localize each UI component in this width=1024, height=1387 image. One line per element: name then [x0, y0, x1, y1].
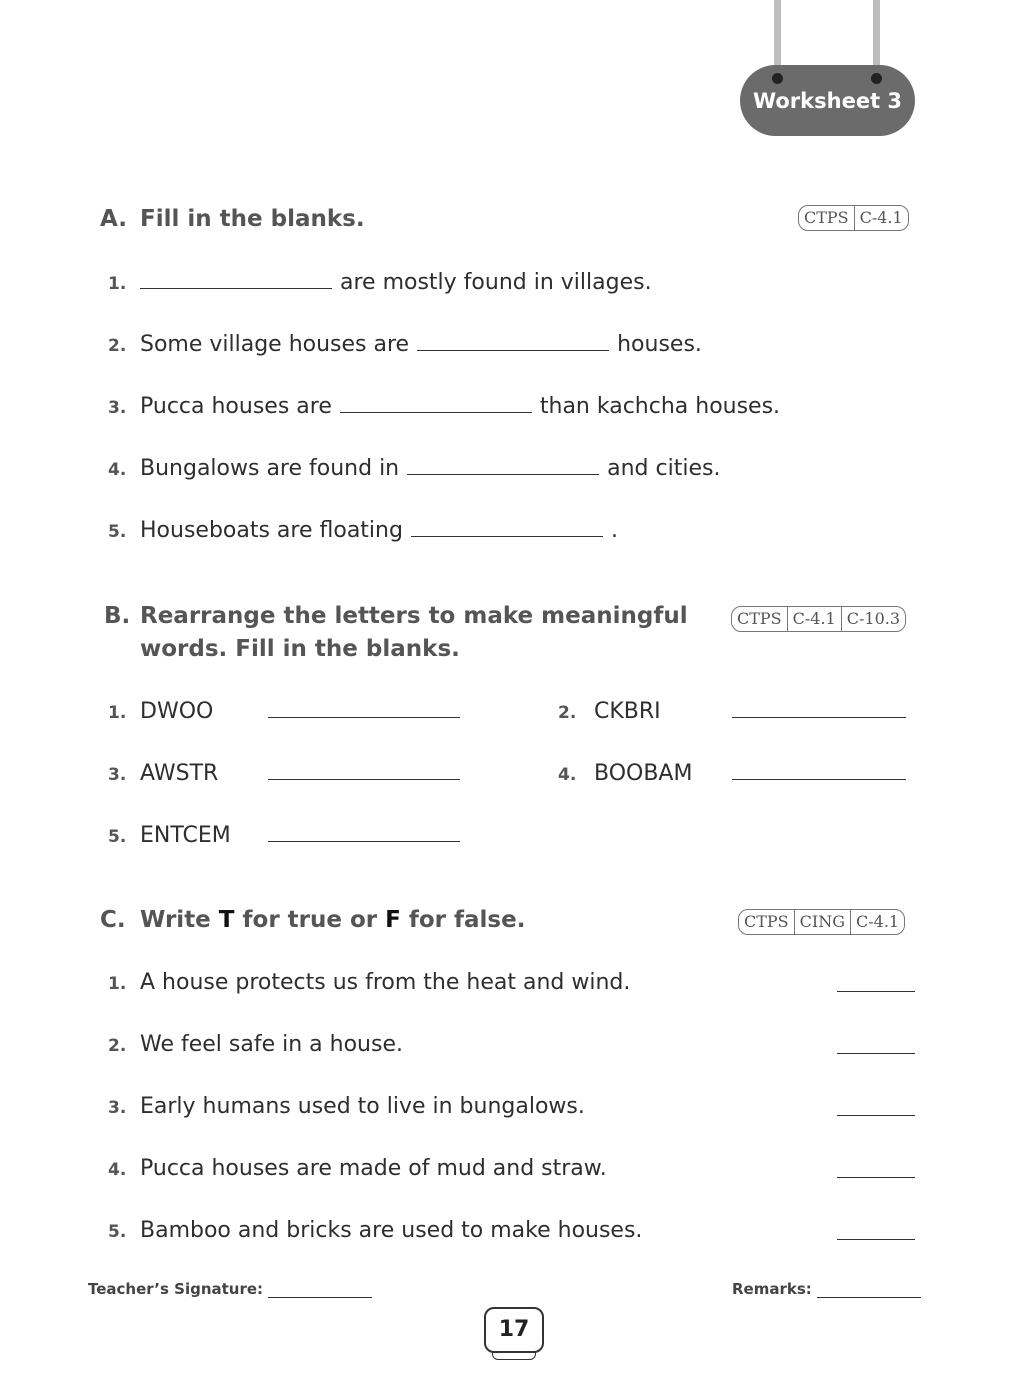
- title-text: Write: [140, 907, 219, 933]
- section-b-badge: [731, 606, 906, 632]
- answer-blank[interactable]: [411, 518, 603, 537]
- answer-blank[interactable]: [732, 761, 906, 780]
- item-text-after: .: [610, 518, 618, 543]
- badge-tag: C-4.1: [854, 206, 908, 230]
- title-text: for true or: [234, 907, 386, 933]
- answer-blank[interactable]: [837, 1222, 915, 1240]
- item-number: 3.: [108, 765, 127, 785]
- answer-blank[interactable]: [837, 1036, 915, 1054]
- item-number: 1.: [108, 974, 127, 994]
- item-number: 4.: [108, 1160, 127, 1180]
- title-text: for false.: [400, 907, 526, 933]
- jumbled-word: DWOO: [140, 699, 214, 724]
- remarks-line[interactable]: [817, 1283, 921, 1298]
- fill-blank-item: [108, 518, 618, 548]
- section-c-letter: C.: [100, 907, 126, 933]
- title-false-letter: F: [385, 907, 401, 933]
- section-b-title-line1: Rearrange the letters to make meaningful: [140, 603, 688, 629]
- answer-blank[interactable]: [268, 699, 460, 718]
- badge-tag: C-10.3: [841, 607, 905, 631]
- tag-hole-right: [871, 73, 882, 84]
- statement-text: Pucca houses are made of mud and straw.: [140, 1156, 607, 1181]
- statement-text: Bamboo and bricks are used to make houses.: [140, 1218, 643, 1243]
- signature-label: Teacher’s Signature:: [88, 1280, 264, 1298]
- item-number: 4.: [108, 460, 127, 480]
- badge-tag: C-4.1: [787, 607, 841, 631]
- section-c-badge: [738, 909, 905, 935]
- fill-blank-item: [108, 456, 720, 486]
- true-false-item: [108, 1094, 585, 1124]
- tag-hole-left: [772, 73, 783, 84]
- item-text-before: Bungalows are found in: [140, 456, 400, 481]
- true-false-item: [108, 970, 630, 1000]
- jumbled-word: ENTCEM: [140, 823, 231, 848]
- item-text-before: Pucca houses are: [140, 394, 332, 419]
- item-text-after: are mostly found in villages.: [340, 270, 652, 295]
- jumble-item: [108, 699, 468, 729]
- item-text-after: than kachcha houses.: [539, 394, 781, 419]
- answer-blank[interactable]: [140, 270, 332, 289]
- item-number: 2.: [558, 703, 577, 723]
- item-number: 4.: [558, 765, 577, 785]
- badge-tag: CING: [794, 910, 850, 934]
- item-number: 3.: [108, 398, 127, 418]
- true-false-item: [108, 1156, 607, 1186]
- page-number-badge: [484, 1307, 544, 1353]
- true-false-item: [108, 1218, 642, 1248]
- answer-blank[interactable]: [417, 332, 609, 351]
- worksheet-label: Worksheet 3: [752, 89, 903, 113]
- page-badge-base: [492, 1351, 536, 1360]
- statement-text: We feel safe in a house.: [140, 1032, 403, 1057]
- section-b-letter: B.: [104, 603, 131, 629]
- badge-tag: C-4.1: [850, 910, 904, 934]
- section-a-badge: [798, 205, 909, 231]
- page-number: 17: [498, 1317, 530, 1342]
- item-text-before: Some village houses are: [140, 332, 410, 357]
- signature-line[interactable]: [268, 1283, 372, 1298]
- item-number: 5.: [108, 827, 127, 847]
- answer-blank[interactable]: [340, 394, 532, 413]
- jumble-item: [558, 761, 914, 791]
- title-true-letter: T: [218, 907, 235, 933]
- answer-blank[interactable]: [732, 699, 906, 718]
- section-b-title-line2: words. Fill in the blanks.: [140, 636, 460, 662]
- remarks: [732, 1280, 921, 1298]
- badge-tag: CTPS: [804, 208, 849, 227]
- jumbled-word: BOOBAM: [594, 761, 693, 786]
- answer-blank[interactable]: [837, 1098, 915, 1116]
- statement-text: Early humans used to live in bungalows.: [140, 1094, 585, 1119]
- badge-tag: CTPS: [737, 609, 782, 628]
- item-number: 5.: [108, 522, 127, 542]
- answer-blank[interactable]: [268, 823, 460, 842]
- item-number: 1.: [108, 274, 127, 294]
- item-number: 3.: [108, 1098, 127, 1118]
- answer-blank[interactable]: [837, 974, 915, 992]
- fill-blank-item: [108, 332, 702, 362]
- true-false-item: [108, 1032, 403, 1062]
- item-number: 2.: [108, 336, 127, 356]
- item-text-after: houses.: [617, 332, 702, 357]
- section-b-title: [140, 600, 688, 666]
- section-c-title: [140, 904, 525, 937]
- answer-blank[interactable]: [837, 1160, 915, 1178]
- fill-blank-item: [108, 394, 780, 424]
- jumble-item: [558, 699, 914, 729]
- answer-blank[interactable]: [268, 761, 460, 780]
- item-text-before: Houseboats are floating: [140, 518, 403, 543]
- section-a-title: Fill in the blanks.: [140, 206, 365, 232]
- jumbled-word: CKBRI: [594, 699, 661, 724]
- jumbled-word: AWSTR: [140, 761, 219, 786]
- item-number: 5.: [108, 1222, 127, 1242]
- teacher-signature: [88, 1280, 372, 1298]
- item-number: 2.: [108, 1036, 127, 1056]
- statement-text: A house protects us from the heat and wind.: [140, 970, 631, 995]
- worksheet-tag: [740, 65, 915, 136]
- section-a-letter: A.: [100, 206, 127, 232]
- item-text-after: and cities.: [607, 456, 721, 481]
- fill-blank-item: [108, 270, 652, 300]
- item-number: 1.: [108, 703, 127, 723]
- remarks-label: Remarks:: [732, 1280, 812, 1298]
- answer-blank[interactable]: [407, 456, 599, 475]
- badge-tag: CTPS: [744, 912, 789, 931]
- jumble-item: [108, 761, 468, 791]
- jumble-item: [108, 823, 468, 853]
